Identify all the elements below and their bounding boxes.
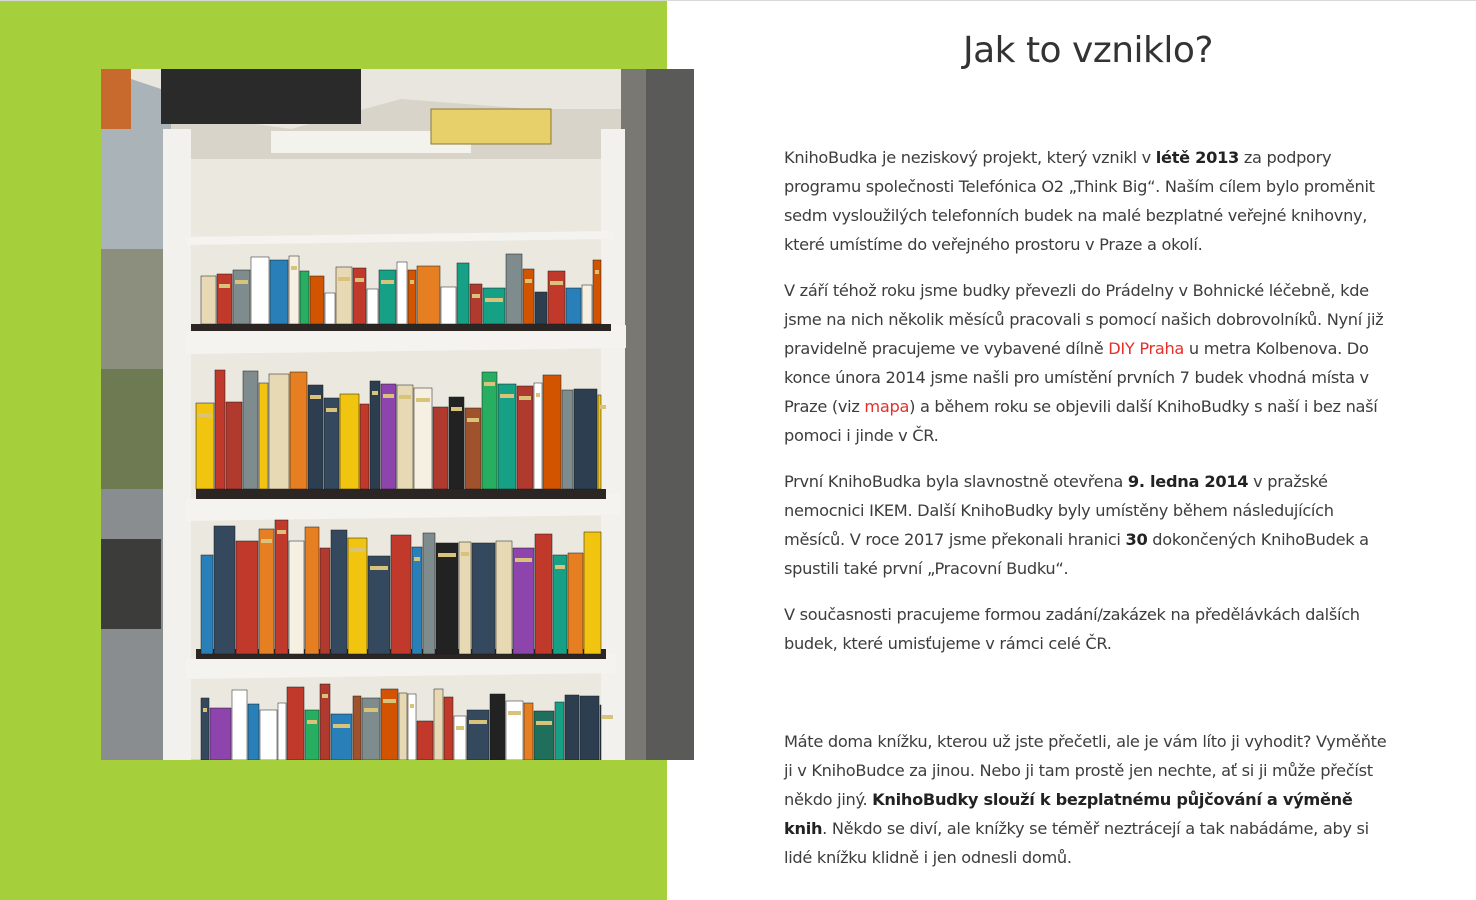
book-spine <box>434 689 443 760</box>
book-spine <box>423 533 435 654</box>
book-spine <box>353 268 366 324</box>
book-spine <box>368 556 390 654</box>
book-spine <box>201 555 213 654</box>
book-spine <box>336 267 352 324</box>
book-spine <box>214 526 235 654</box>
book-box <box>431 109 551 144</box>
book-spine <box>483 288 505 324</box>
book-label <box>550 281 563 285</box>
book-spine <box>408 270 416 324</box>
book-spine <box>417 266 440 324</box>
book-label <box>519 396 531 400</box>
book-spine <box>201 276 216 324</box>
diy-praha-link[interactable]: DIY Praha <box>1108 339 1185 358</box>
book-spine <box>217 274 232 324</box>
book-spine <box>584 532 601 654</box>
book-label <box>485 298 503 302</box>
book-label <box>602 715 613 719</box>
book-spine <box>565 695 579 760</box>
book-spine <box>467 710 489 760</box>
book-spine <box>331 714 352 760</box>
book-spine <box>412 547 422 654</box>
book-spine <box>470 284 482 324</box>
book-label <box>461 552 469 556</box>
book-spine <box>600 705 601 760</box>
book-label <box>438 553 456 557</box>
book-label <box>469 720 487 724</box>
book-label <box>383 394 394 398</box>
book-label <box>235 280 248 284</box>
book-spine <box>543 375 561 489</box>
book-spine <box>506 254 522 324</box>
book-spine <box>593 260 601 324</box>
book-spine <box>232 690 247 760</box>
book-spine <box>308 385 323 489</box>
book-label <box>355 278 364 282</box>
book-label <box>310 395 321 399</box>
book-label <box>416 398 430 402</box>
shelf-shadow <box>196 489 606 499</box>
book-label <box>326 408 337 412</box>
article-body <box>784 143 1396 889</box>
book-label <box>600 405 606 409</box>
book-spine <box>270 260 288 324</box>
book-label <box>333 724 350 728</box>
book-label <box>372 391 378 395</box>
book-spine <box>436 543 458 654</box>
book-spine <box>300 271 309 324</box>
book-spine <box>305 710 319 760</box>
book-label <box>555 565 565 569</box>
book-spine <box>275 520 288 654</box>
book-spine <box>360 404 369 489</box>
book-spine <box>535 534 552 654</box>
book-spine <box>236 541 258 654</box>
book-label <box>277 530 286 534</box>
book-label <box>451 407 462 411</box>
book-spine <box>459 542 471 654</box>
book-label <box>381 280 394 284</box>
book-label <box>508 711 521 715</box>
book-label <box>410 704 414 708</box>
book-spine <box>524 703 533 760</box>
book-spine <box>260 710 277 760</box>
book-spine <box>381 384 396 489</box>
book-label <box>203 708 207 712</box>
book-label <box>370 566 388 570</box>
shelf-shadow <box>191 324 611 331</box>
text: u metra Kolbenova. Do konce února 2014 jsme našli pro umístění prvních 7 budek vhodná místa v Praze (viz <box>784 339 1369 416</box>
text: ) a během roku se objevili další KnihoBudky s naší i bez naší pomoci i jinde v ČR. <box>784 397 1378 445</box>
book-spine <box>379 270 396 324</box>
text: V září téhož roku jsme budky převezli do Prádelny v Bohnické léčebně, kde jsme na nich několik měsíců pracovali s pomocí našich dobrovolníků. Nyní již pravidelně pracujeme ve vybavené dílně <box>784 281 1384 358</box>
book-spine <box>290 372 307 489</box>
book-label <box>414 557 420 561</box>
book-spine <box>553 555 567 654</box>
book-spine <box>269 374 289 489</box>
book-spine <box>287 687 304 760</box>
book-spine <box>259 529 274 654</box>
book-spine <box>472 543 495 654</box>
book-label <box>515 558 532 562</box>
book-label <box>500 394 514 398</box>
book-label <box>383 699 396 703</box>
book-spine <box>490 694 505 760</box>
book-spine <box>555 702 564 760</box>
book-spine <box>215 370 225 489</box>
text: Máte doma knížku, kterou už jste přečetli, ale je vám líto ji vyhodit? Vyměňte ji v KnihoBudce za jinou. Nebo ji tam prostě jen nechte, ať si ji může přečíst někdo jiný. <box>784 732 1387 809</box>
book-label <box>261 539 272 543</box>
book-label <box>399 395 411 399</box>
book-label <box>219 284 230 288</box>
book-spine <box>397 262 407 324</box>
book-spine <box>367 289 378 324</box>
book-spine <box>535 292 547 324</box>
book-label <box>456 726 464 730</box>
bookshelf-illustration <box>101 69 694 760</box>
book-spine <box>362 698 380 760</box>
book-label <box>322 694 328 698</box>
book-spine <box>331 530 347 654</box>
book-spine <box>353 696 361 760</box>
book-label <box>291 266 297 270</box>
book-spine <box>399 693 407 760</box>
text: KnihoBudka je neziskový projekt, který vznikl v <box>784 148 1156 167</box>
text: . Někdo se diví, ale knížky se téměř neztrácejí a tak nabádáme, aby si lidé knížku klidně i jen odnesli domů. <box>784 819 1369 867</box>
book-spine <box>574 389 597 489</box>
book-spine <box>534 711 554 760</box>
book-spine <box>506 701 523 760</box>
book-spine <box>259 383 268 489</box>
book-spine <box>548 271 565 324</box>
paragraph-first-booth <box>784 467 1396 583</box>
bookshelf-photo <box>101 69 694 760</box>
book-spine <box>348 538 367 654</box>
book-spine <box>568 553 583 654</box>
book-spine <box>397 385 413 489</box>
book-spine <box>580 696 599 760</box>
book-label <box>536 393 540 397</box>
book-spine <box>417 721 433 760</box>
bold-year: létě 2013 <box>1155 148 1240 167</box>
book-spine <box>370 381 380 489</box>
book-spine <box>414 388 432 489</box>
book-spine <box>305 527 319 654</box>
text: dokončených KnihoBudek a spustili také první „Pracovní Budku“. <box>784 530 1369 578</box>
book-label <box>595 270 599 274</box>
book-spine <box>441 287 456 324</box>
paragraph-exchange <box>784 727 1396 872</box>
book-spine <box>444 697 453 760</box>
book-spine <box>523 269 534 324</box>
bold-purpose: KnihoBudky slouží k bezplatnému půjčování a výměně knih <box>784 790 1353 838</box>
book-spine <box>210 708 231 760</box>
book-spine <box>433 407 448 489</box>
page-title: Jak to vzniklo? <box>962 30 1214 71</box>
book-spine <box>391 535 411 654</box>
book-label <box>307 720 317 724</box>
book-spine <box>457 263 469 324</box>
book-spine <box>289 541 304 654</box>
book-label <box>364 708 378 712</box>
book-label <box>472 294 480 298</box>
bold-count: 30 <box>1125 530 1148 549</box>
book-spine <box>248 704 259 760</box>
book-spine <box>496 541 512 654</box>
book-spine <box>598 395 601 489</box>
book-spine <box>233 270 250 324</box>
book-label <box>536 721 552 725</box>
book-label <box>198 413 212 417</box>
text: za podpory programu společnosti Telefónica O2 „Think Big“. Naším cílem bylo proměnit sedm vysloužilých telefonních budek na malé bezplatné veřejné knihovny, které umístíme do veřejného prostoru v Praze a okolí. <box>784 148 1375 254</box>
book-spine <box>251 257 269 324</box>
book-spine <box>454 716 466 760</box>
book-spine <box>201 698 209 760</box>
text: V současnosti pracujeme formou zadání/zakázek na předělávkách dalších budek, které umisťujeme v rámci celé ČR. <box>784 605 1360 653</box>
book-spine <box>566 288 581 324</box>
text: První KnihoBudka byla slavnostně otevřena <box>784 472 1128 491</box>
book-label <box>525 279 532 283</box>
book-label <box>350 548 365 552</box>
book-spine <box>325 293 335 324</box>
book-spine <box>534 383 542 489</box>
book-spine <box>408 694 416 760</box>
bold-date: 9. ledna 2014 <box>1127 472 1249 491</box>
book-label <box>410 280 414 284</box>
book-label <box>467 418 479 422</box>
paragraph-history <box>784 143 1396 259</box>
paragraph-current <box>784 600 1396 658</box>
book-spine <box>482 372 497 489</box>
text: v pražské nemocnici IKEM. Další KnihoBudky byly umístěny během následujících měsíců. V roce 2017 jsme překonali hranici <box>784 472 1334 549</box>
book-spine <box>310 276 324 324</box>
book-label <box>338 277 350 281</box>
book-label <box>484 382 495 386</box>
book-spine <box>562 390 573 489</box>
paragraph-workshop <box>784 276 1396 450</box>
book-spine <box>340 394 359 489</box>
book-spine <box>513 548 534 654</box>
book-spine <box>582 285 592 324</box>
book-spine <box>226 402 242 489</box>
book-spine <box>320 548 330 654</box>
map-link[interactable]: mapa <box>864 397 910 416</box>
book-spine <box>278 703 286 760</box>
book-spine <box>243 371 258 489</box>
book-spine <box>498 384 516 489</box>
book-spine <box>517 386 533 489</box>
